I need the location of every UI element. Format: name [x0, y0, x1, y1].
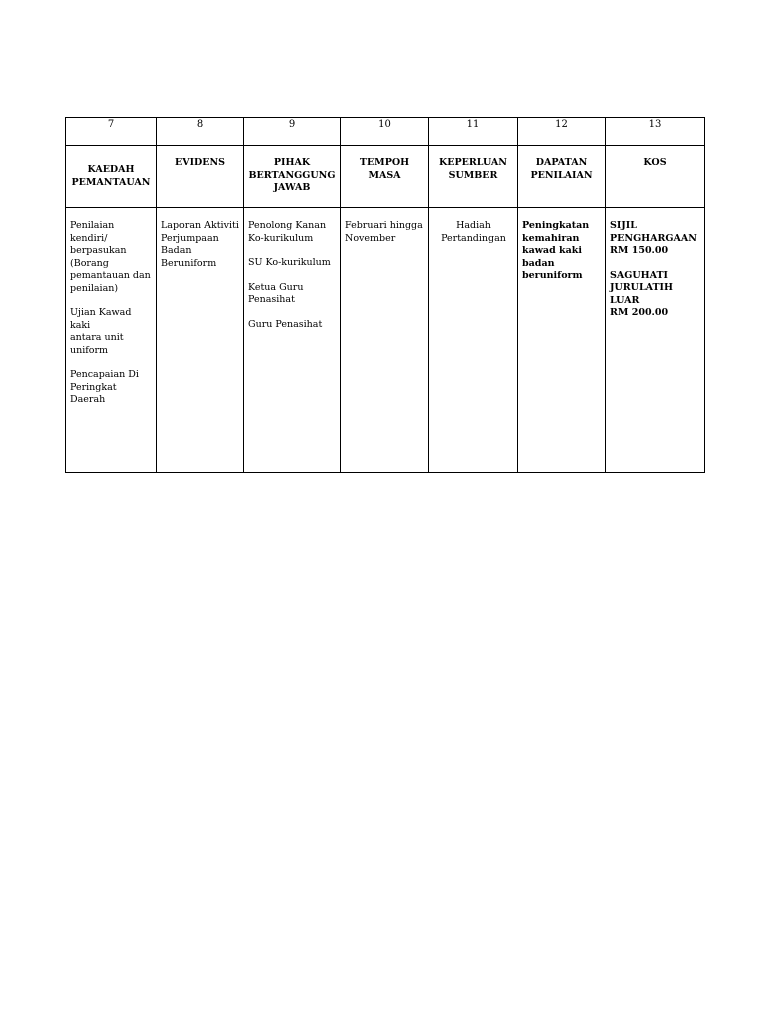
- column-number-8: 8: [157, 118, 244, 146]
- header-kos: KOS: [606, 146, 705, 208]
- header-kaedah-pemantauan: KAEDAH PEMANTAUAN: [66, 146, 157, 208]
- cell-keperluan-sumber: Hadiah Pertandingan: [429, 208, 518, 473]
- header-pihak-bertanggung-jawab: PIHAK BERTANGGUNG JAWAB: [244, 146, 341, 208]
- monitoring-plan-table: [65, 117, 705, 473]
- column-number-11: 11: [429, 118, 518, 146]
- header-row: [66, 146, 705, 208]
- header-evidens: EVIDENS: [157, 146, 244, 208]
- paragraph-gap: [248, 270, 337, 282]
- column-number-row: [66, 118, 705, 146]
- column-number-12: 12: [518, 118, 606, 146]
- content-row: [66, 208, 705, 473]
- paragraph-gap: [610, 258, 701, 270]
- cell-tempoh-masa: Februari hingga November: [341, 208, 429, 473]
- paragraph-gap: [70, 295, 153, 307]
- column-number-10: 10: [341, 118, 429, 146]
- header-tempoh-masa: TEMPOH MASA: [341, 146, 429, 208]
- cell-kos: SIJIL PENGHARGAAN RM 150.00 SAGUHATI JURULATIH LUAR RM 200.00: [606, 208, 705, 473]
- paragraph-gap: [248, 307, 337, 319]
- cell-evidens: Laporan Aktiviti Perjumpaan Badan Beruniform: [157, 208, 244, 473]
- cell-kaedah-pemantauan: Penilaian kendiri/ berpasukan (Borang pemantauan dan penilaian) Ujian Kawad kaki antara unit uniform Pencapaian Di Peringkat Daerah: [66, 208, 157, 473]
- paragraph-gap: [248, 245, 337, 257]
- cell-pihak-bertanggung-jawab: Penolong Kanan Ko-kurikulum SU Ko-kurikulum Ketua Guru Penasihat Guru Penasihat: [244, 208, 341, 473]
- column-number-13: 13: [606, 118, 705, 146]
- header-keperluan-sumber: KEPERLUAN SUMBER: [429, 146, 518, 208]
- cell-dapatan-penilaian: Peningkatan kemahiran kawad kaki badan beruniform: [518, 208, 606, 473]
- header-dapatan-penilaian: DAPATAN PENILAIAN: [518, 146, 606, 208]
- paragraph-gap: [70, 357, 153, 369]
- column-number-7: 7: [66, 118, 157, 146]
- column-number-9: 9: [244, 118, 341, 146]
